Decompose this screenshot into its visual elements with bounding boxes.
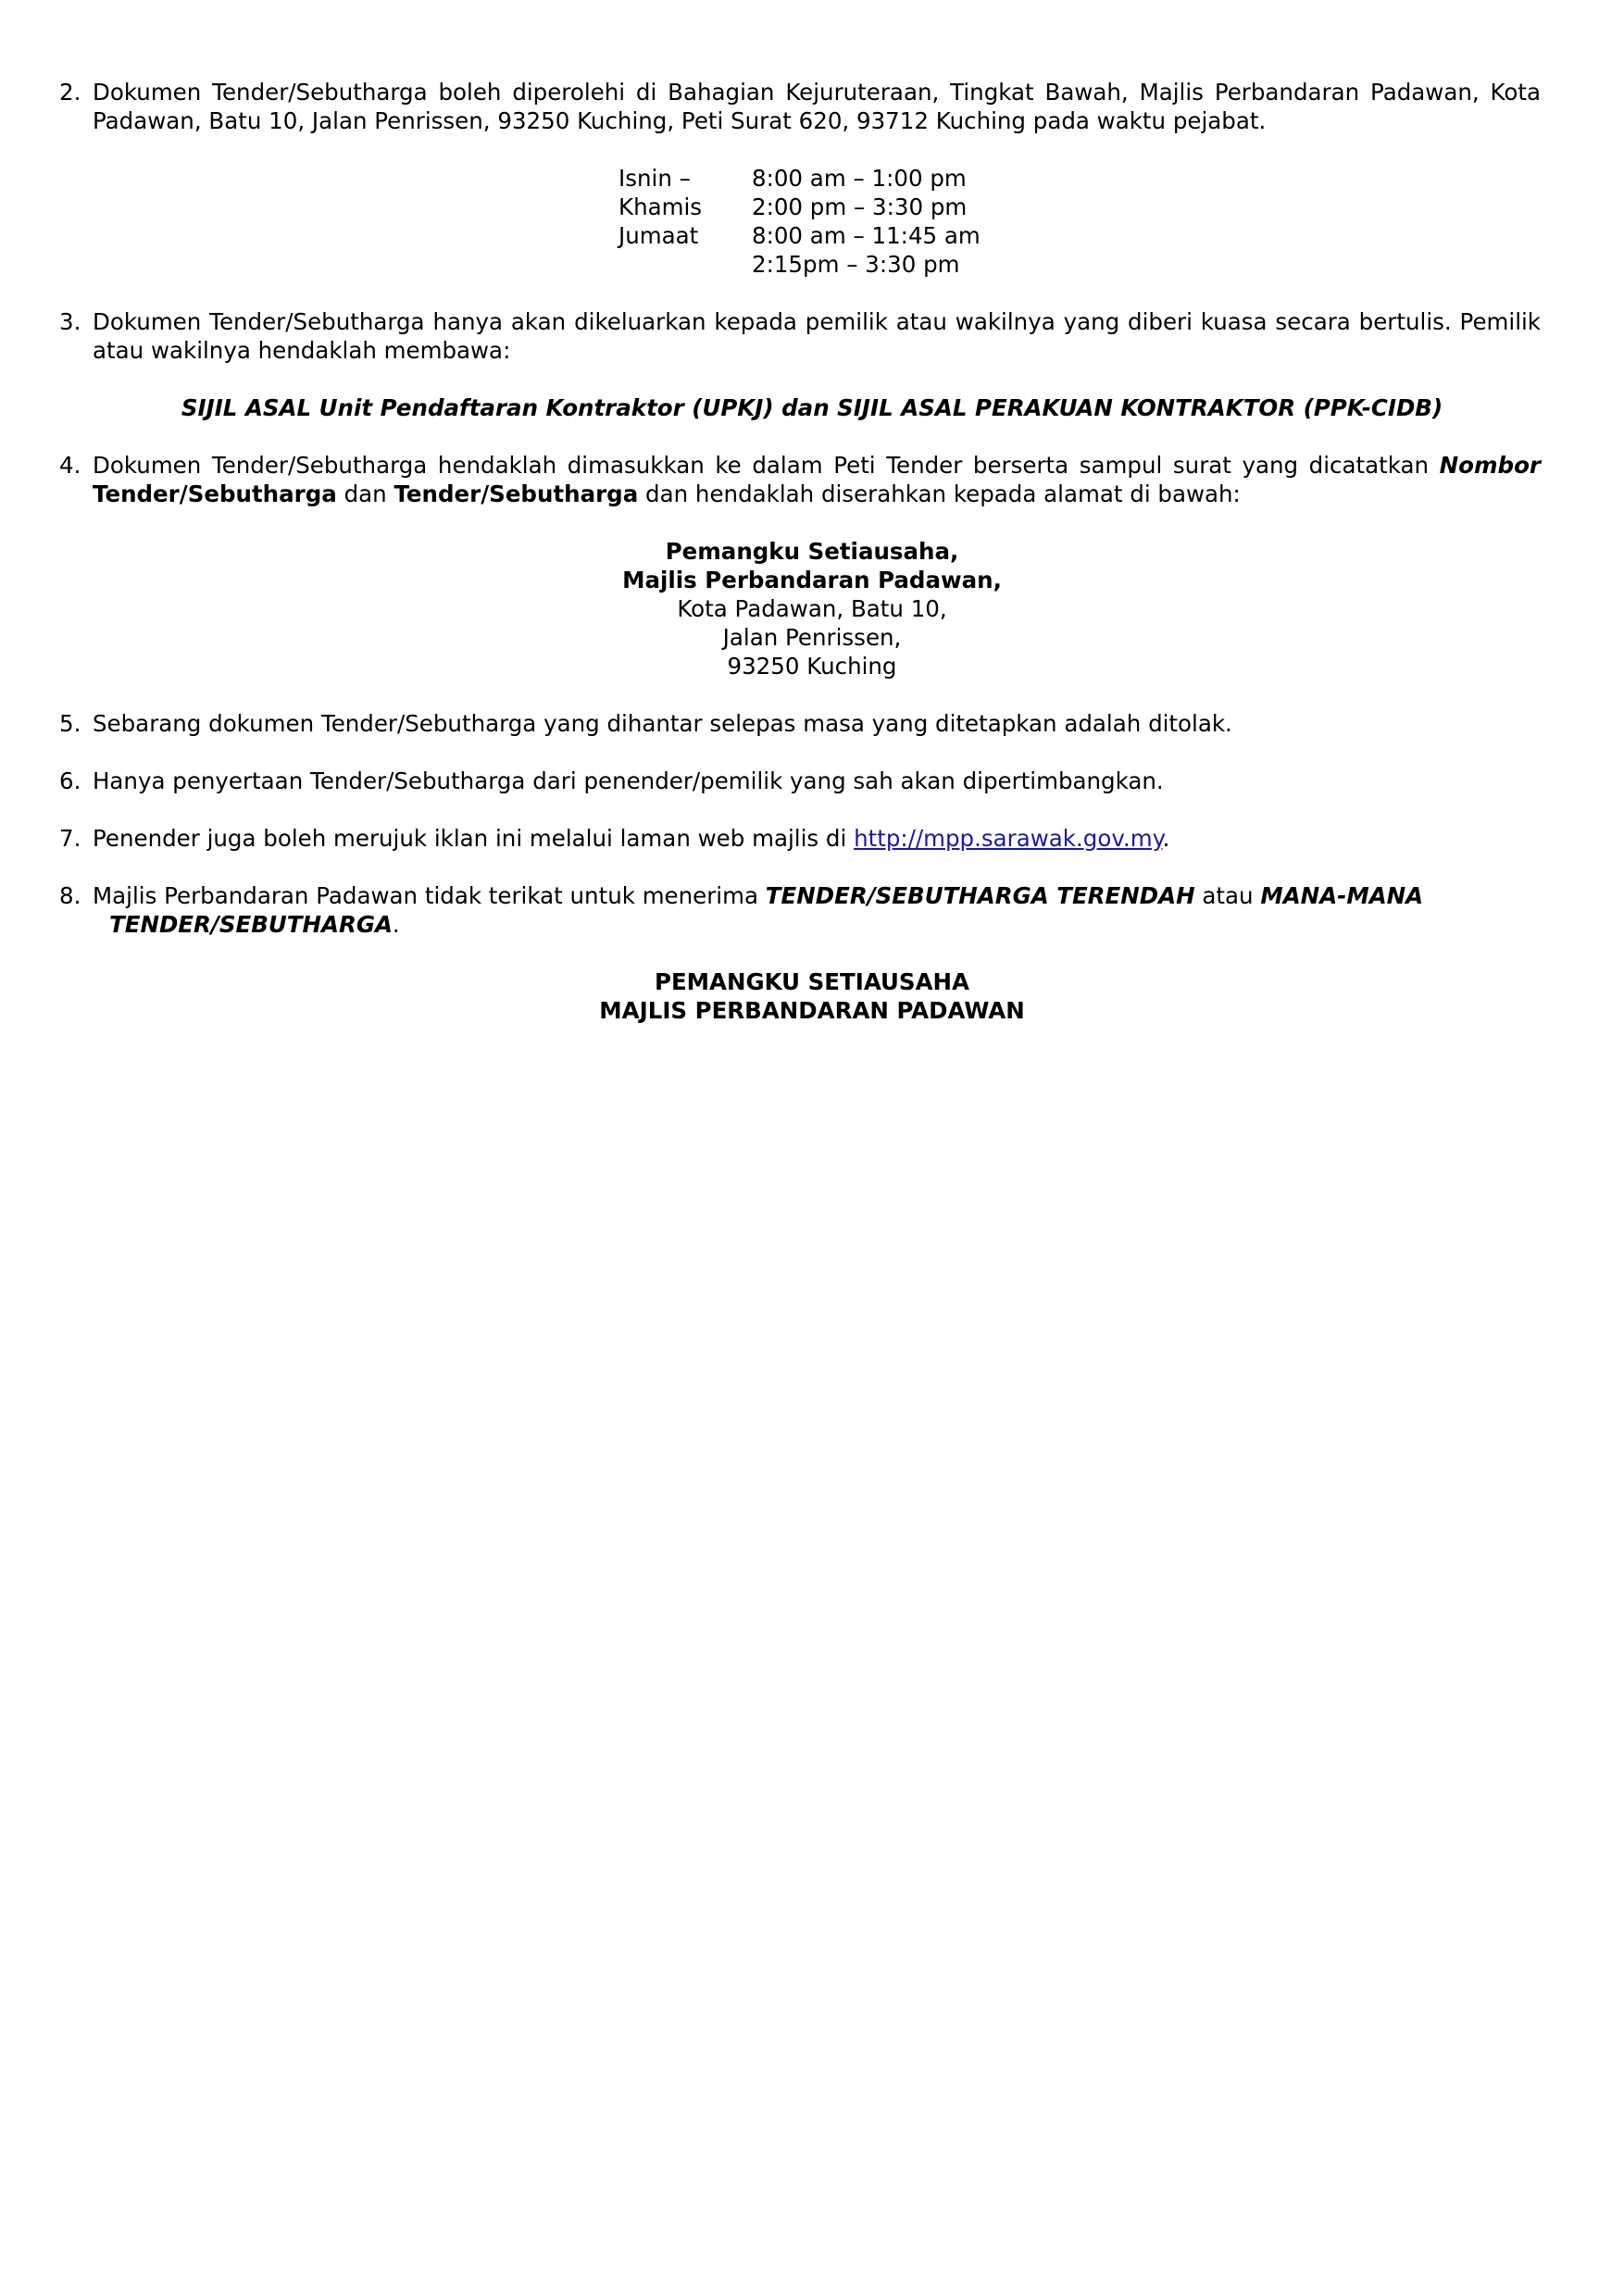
item-text-part: Penender juga boleh merujuk iklan ini melalui laman web majlis di (93, 825, 855, 852)
item-number: 4. (59, 452, 81, 479)
item-text-part: Majlis Perbandaran Padawan tidak terikat untuk menerima (93, 882, 766, 909)
item-text-part: dan hendaklah diserahkan kepada alamat di bawah: (638, 480, 1241, 507)
requirement-line (0, 393, 1624, 422)
item-number: 6. (59, 767, 81, 794)
hours-time: 2:15pm – 3:30 pm (752, 251, 960, 278)
list-item-2 (59, 78, 1541, 135)
item-number: 3. (59, 308, 81, 335)
item-text: Sebarang dokumen Tender/Sebutharga yang dihantar selepas masa yang ditetapkan adalah ditolak. (93, 710, 1232, 737)
website-link[interactable]: http://mpp.sarawak.gov.my (854, 825, 1163, 852)
hours-day: Isnin – (618, 165, 691, 192)
item-text-part: Dokumen Tender/Sebutharga hendaklah dimasukkan ke dalam Peti Tender berserta sampul surat yang dicatatkan (93, 452, 1440, 479)
signature-line: PEMANGKU SETIAUSAHA (654, 968, 969, 995)
item-text: Dokumen Tender/Sebutharga boleh diperolehi di Bahagian Kejuruteraan, Tingkat Bawah, Majlis Perbandaran Padawan, Kota Padawan, Batu 10, Jalan Penrissen, 93250 Kuching, Peti Surat 620, 93712 Kuching pada waktu pejabat. (93, 79, 1541, 134)
hours-day: Khamis (618, 193, 703, 220)
requirement-text: SIJIL ASAL Unit Pendaftaran Kontraktor (UPKJ) dan SIJIL ASAL PERAKUAN KONTRAKTOR (PPK-CIDB) (181, 394, 1443, 421)
address-line: Kota Padawan, Batu 10, (677, 595, 947, 622)
item-number: 7. (59, 825, 81, 852)
item-text-continuation (93, 910, 1541, 939)
list-item-8 (59, 881, 1541, 939)
item-text-part: . (392, 911, 400, 938)
item-text (93, 824, 1541, 853)
item-text-bold-italic: Nombor (1439, 452, 1541, 479)
item-text-bold-italic: MANA-MANA (1260, 882, 1424, 909)
item-text-bold: Tender/Sebutharga (93, 480, 337, 507)
address-line: Pemangku Setiausaha, (665, 538, 959, 565)
item-text-bold-italic: TENDER/SEBUTHARGA TERENDAH (765, 882, 1195, 909)
hours-row (618, 193, 1081, 221)
hours-day: Jumaat (618, 222, 699, 249)
hours-row (618, 164, 1081, 193)
hours-row (618, 250, 1081, 279)
address-line: Majlis Perbandaran Padawan, (622, 567, 1002, 593)
item-text-bold-italic: TENDER/SEBUTHARGA (109, 911, 393, 938)
list-item-3 (59, 307, 1541, 365)
list-item-5 (59, 709, 1541, 738)
address-line: 93250 Kuching (727, 653, 897, 680)
item-number: 8. (59, 882, 81, 909)
signature-line: MAJLIS PERBANDARAN PADAWAN (599, 997, 1025, 1024)
item-text: Dokumen Tender/Sebutharga hanya akan dikeluarkan kepada pemilik atau wakilnya yang diberi kuasa secara bertulis. Pemilik atau wakilnya hendaklah membawa: (93, 308, 1541, 364)
hours-row (618, 221, 1081, 250)
address-line: Jalan Penrissen, (722, 624, 902, 651)
item-text-part: atau (1194, 882, 1261, 909)
address-block (0, 537, 1624, 680)
hours-time: 8:00 am – 1:00 pm (752, 165, 967, 192)
office-hours-table (618, 164, 1081, 279)
item-text: Hanya penyertaan Tender/Sebutharga dari penender/pemilik yang sah akan dipertimbangkan. (93, 767, 1164, 794)
item-text (93, 881, 1541, 939)
signature-block (0, 967, 1624, 1025)
item-text-bold: Tender/Sebutharga (394, 480, 639, 507)
item-number: 2. (59, 79, 81, 106)
hours-time: 2:00 pm – 3:30 pm (752, 193, 968, 220)
item-text-part: dan (336, 480, 394, 507)
item-number: 5. (59, 710, 81, 737)
item-text (93, 451, 1541, 508)
item-text-part: . (1162, 825, 1170, 852)
list-item-4 (59, 451, 1541, 508)
list-item-7 (59, 824, 1541, 853)
list-item-6 (59, 767, 1541, 795)
hours-time: 8:00 am – 11:45 am (752, 222, 981, 249)
